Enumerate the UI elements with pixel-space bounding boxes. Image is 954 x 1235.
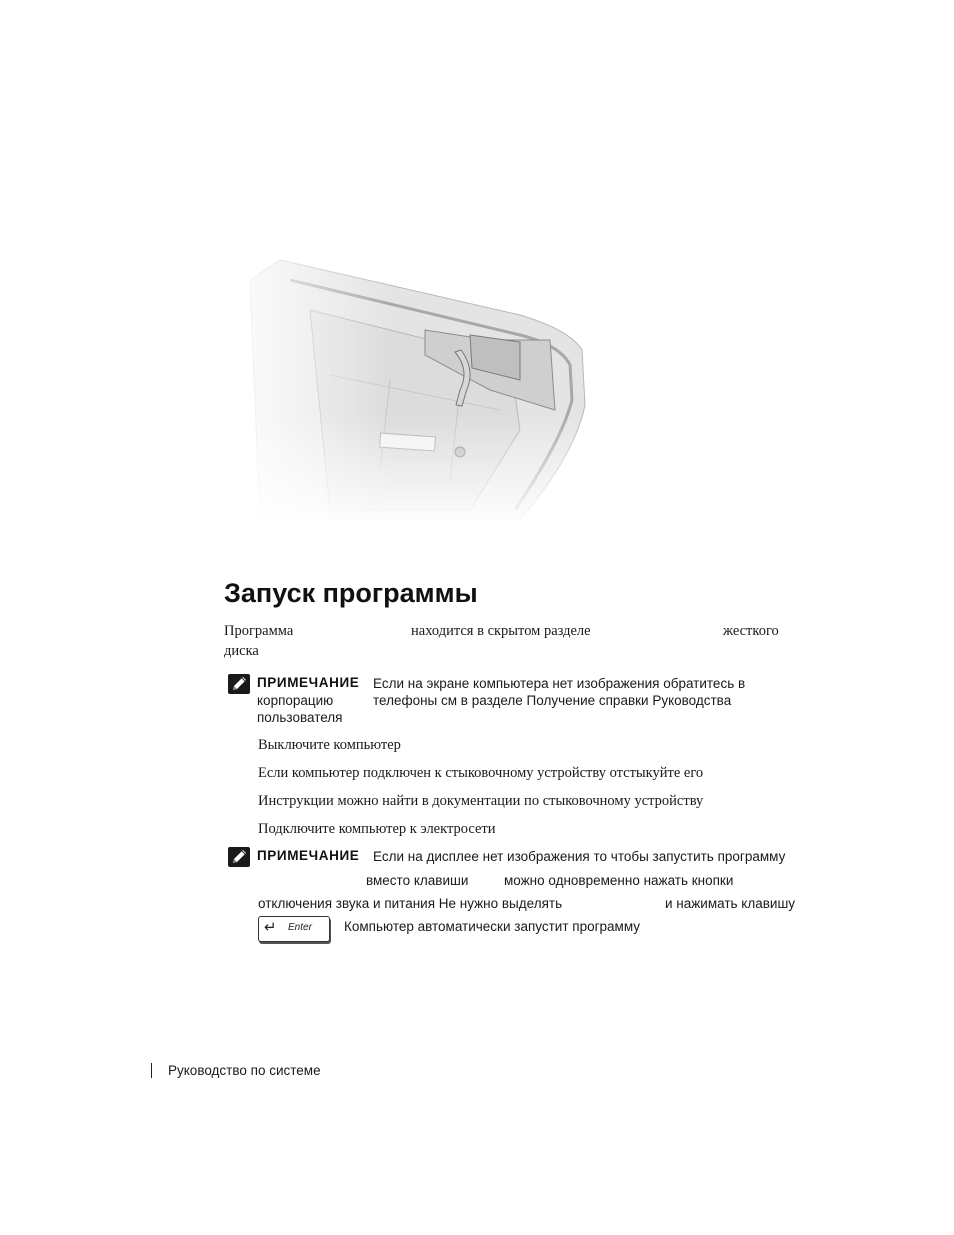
note-text-line2a: корпорацию [257, 693, 334, 708]
intro-text-part2: находится в скрытом разделе [411, 623, 591, 639]
note-text-line3: пользователя [257, 710, 343, 725]
enter-arrow-icon: ↵ [264, 918, 277, 936]
step-2: Если компьютер подключен к стыковочному устройству отстыкуйте его [258, 765, 704, 781]
note2-text-line2b: можно одновременно нажать кнопки [504, 873, 734, 888]
note-text-line2b: телефоны см в разделе Получение справки Руководства [373, 693, 732, 708]
intro-text-part3: жесткого [723, 623, 779, 639]
note2-text-line3a: отключения звука и питания Не нужно выделять [258, 896, 563, 911]
enter-key-label: Enter [288, 922, 312, 933]
step-1: Выключите компьютер [258, 737, 401, 753]
note-label: ПРИМЕЧАНИЕ [257, 848, 360, 863]
footer-text: Руководство по системе [168, 1063, 321, 1078]
section-title: Запуск программы [224, 578, 478, 608]
intro-text-line2: диска [224, 643, 259, 659]
laptop-bottom-illustration [220, 240, 600, 530]
pencil-note-icon [228, 674, 250, 694]
note-label: ПРИМЕЧАНИЕ [257, 675, 360, 690]
intro-text-part1: Программа [224, 623, 294, 639]
enter-key-graphic [258, 916, 330, 942]
step-4: Подключите компьютер к электросети [258, 821, 496, 837]
note2-text-line4: Компьютер автоматически запустит программу [344, 919, 640, 934]
note-text-line1: Если на экране компьютера нет изображения обратитесь в [373, 676, 746, 691]
note2-text-line2a: вместо клавиши [366, 873, 469, 888]
note2-text-line1: Если на дисплее нет изображения то чтобы запустить программу [373, 849, 786, 864]
pencil-note-icon [228, 847, 250, 867]
step-3: Инструкции можно найти в документации по стыковочному устройству [258, 793, 704, 809]
footer-divider [151, 1063, 152, 1078]
note2-text-line3b: и нажимать клавишу [665, 896, 796, 911]
